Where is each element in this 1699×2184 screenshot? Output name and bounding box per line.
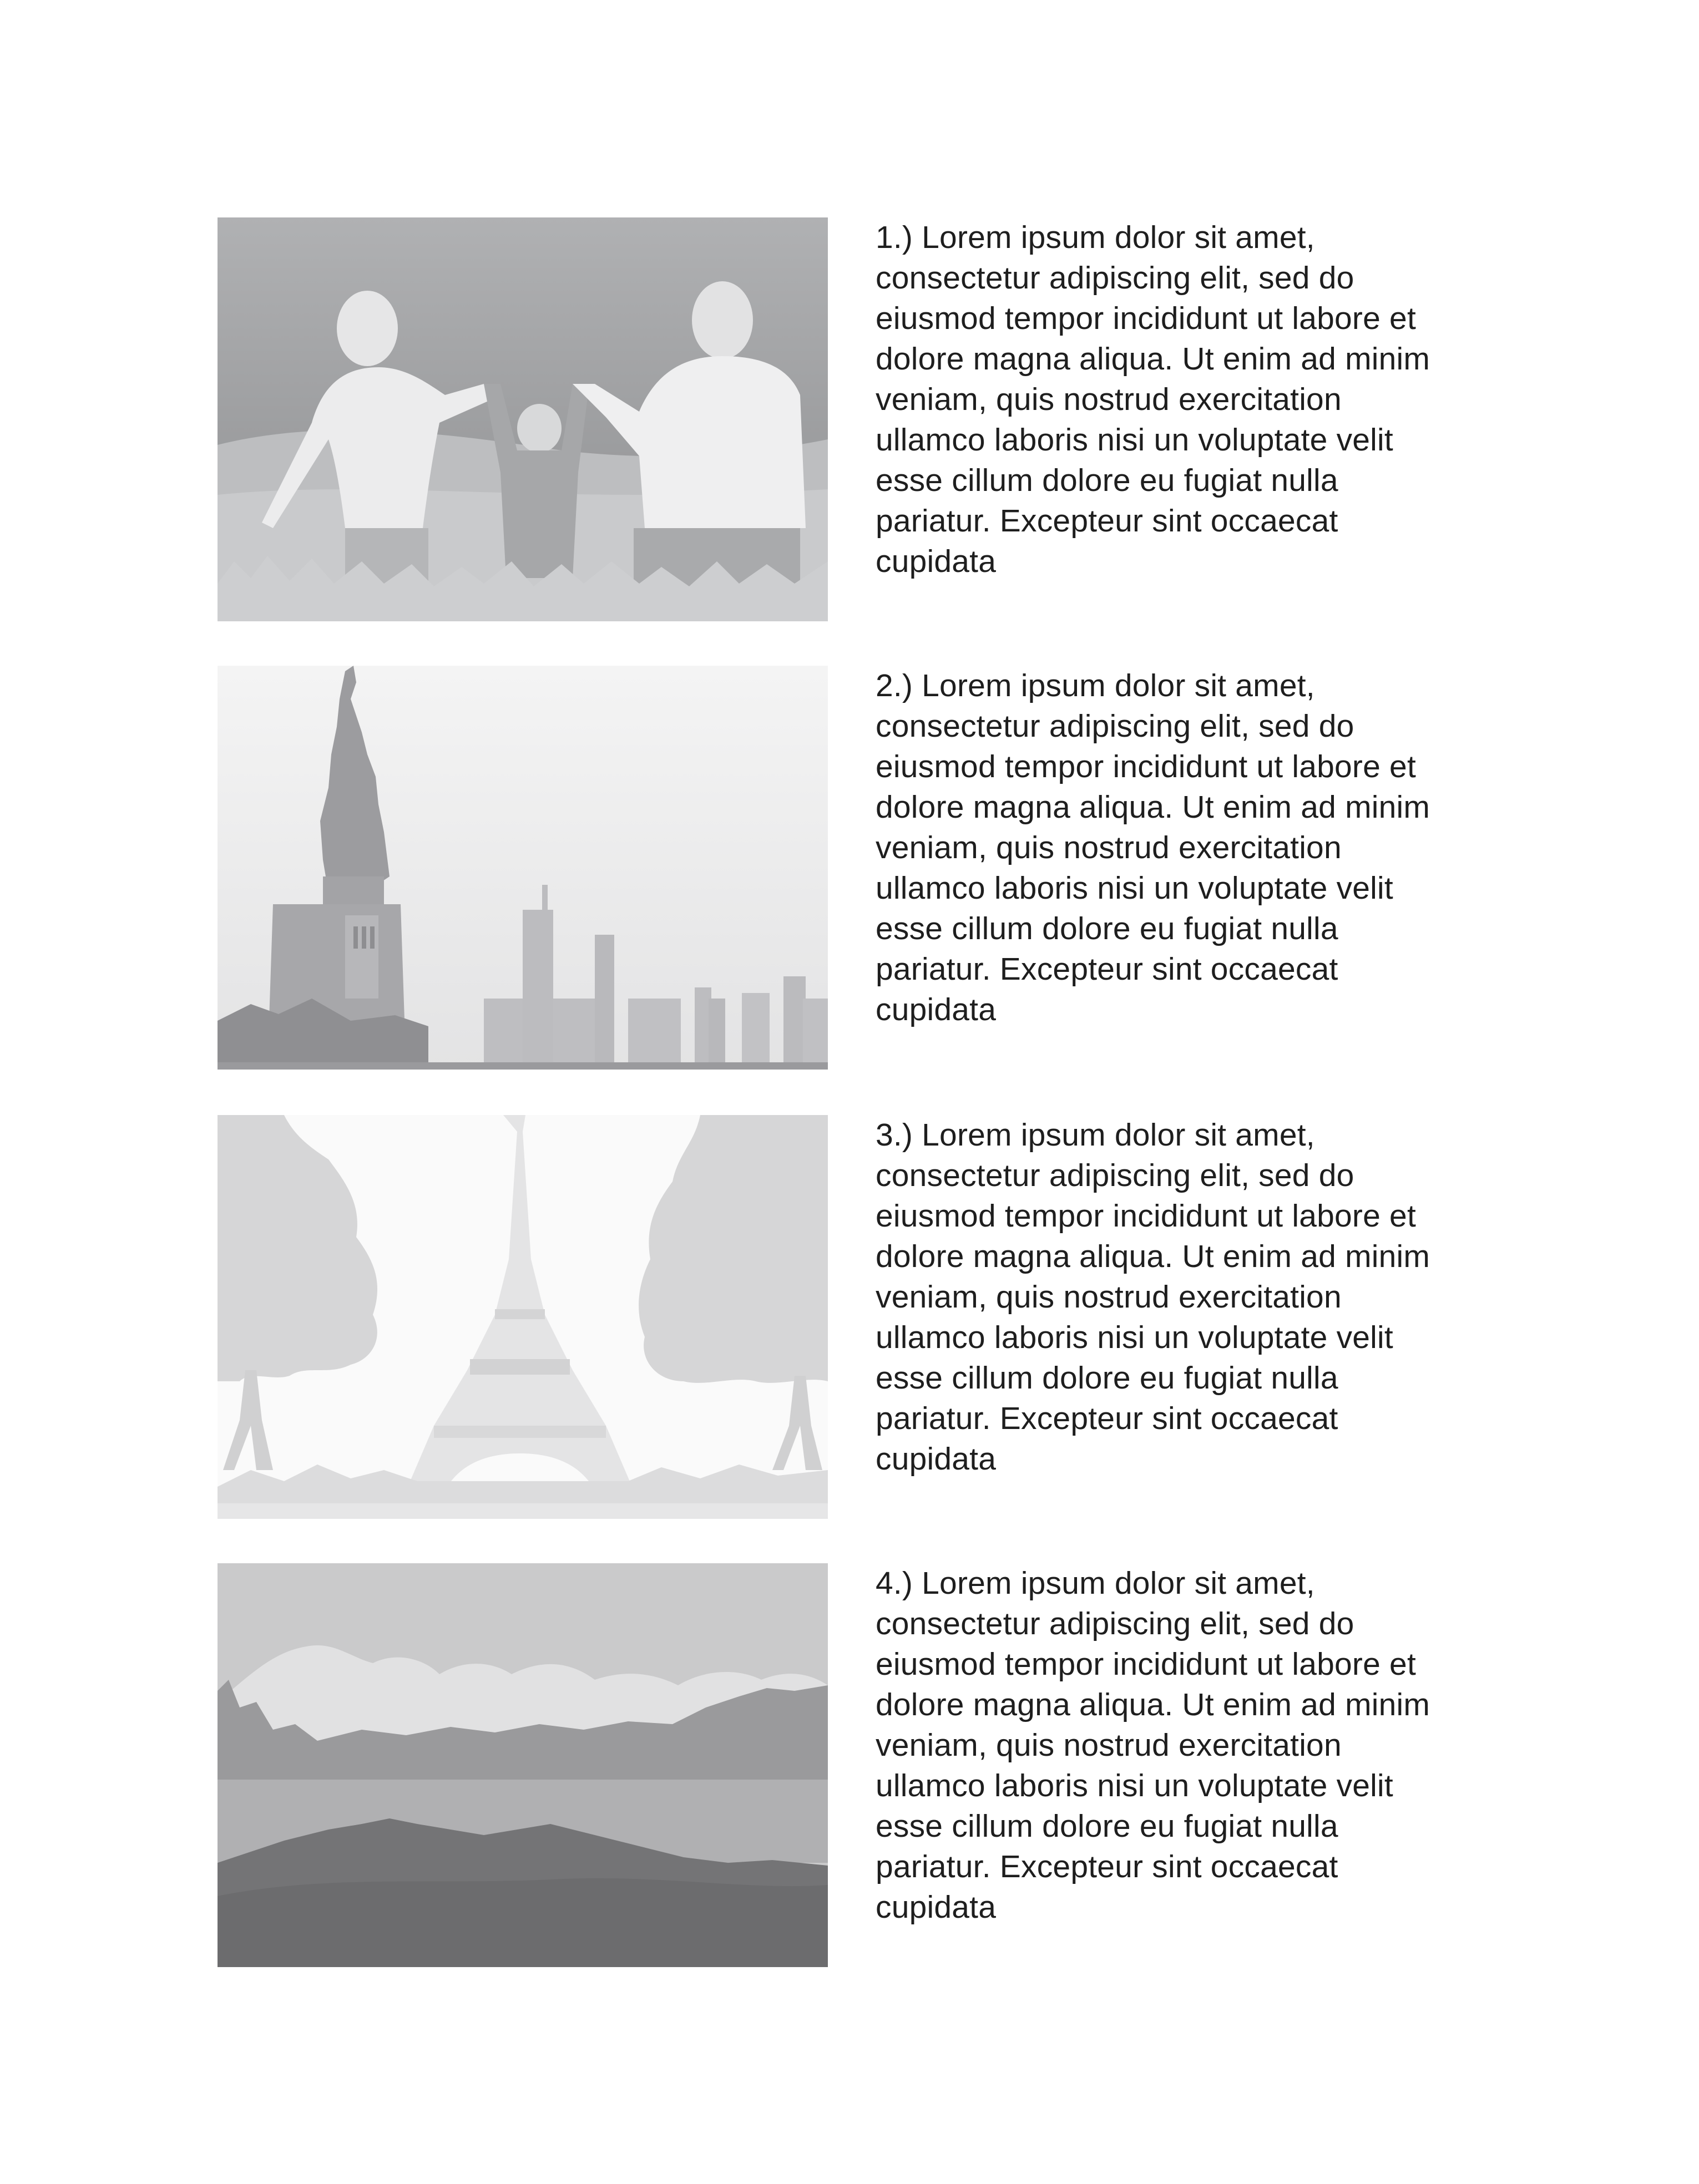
storyboard-row-3	[218, 1115, 1483, 1519]
caption-2: 2.) Lorem ipsum dolor sit amet, consectetur adipiscing elit, sed do eiusmod tempor incididunt ut labore et dolore magna aliqua. Ut enim ad minim veniam, quis nostrud exercitation ullamco laboris nisi un voluptate velit esse cillum dolore eu fugiat nulla pariatur. Excepteur sint occaecat cupidata	[876, 668, 1430, 1027]
storyboard-row-2	[218, 666, 1483, 1070]
caption-4: 4.) Lorem ipsum dolor sit amet, consectetur adipiscing elit, sed do eiusmod tempor incididunt ut labore et dolore magna aliqua. Ut enim ad minim veniam, quis nostrud exercitation ullamco laboris nisi un voluptate velit esse cillum dolore eu fugiat nulla pariatur. Excepteur sint occaecat cupidata	[876, 1565, 1430, 1925]
storyboard-row-1	[218, 217, 1483, 621]
lake-landscape-image	[218, 1563, 828, 1967]
family-image	[218, 217, 828, 621]
statue-of-liberty-image	[218, 666, 828, 1070]
caption-3: 3.) Lorem ipsum dolor sit amet, consectetur adipiscing elit, sed do eiusmod tempor incididunt ut labore et dolore magna aliqua. Ut enim ad minim veniam, quis nostrud exercitation ullamco laboris nisi un voluptate velit esse cillum dolore eu fugiat nulla pariatur. Excepteur sint occaecat cupidata	[876, 1117, 1430, 1477]
eiffel-tower-image	[218, 1115, 828, 1519]
caption-1: 1.) Lorem ipsum dolor sit amet, consectetur adipiscing elit, sed do eiusmod tempor incididunt ut labore et dolore magna aliqua. Ut enim ad minim veniam, quis nostrud exercitation ullamco laboris nisi un voluptate velit esse cillum dolore eu fugiat nulla pariatur. Excepteur sint occaecat cupidata	[876, 220, 1430, 579]
storyboard-row-4	[218, 1563, 1483, 1967]
